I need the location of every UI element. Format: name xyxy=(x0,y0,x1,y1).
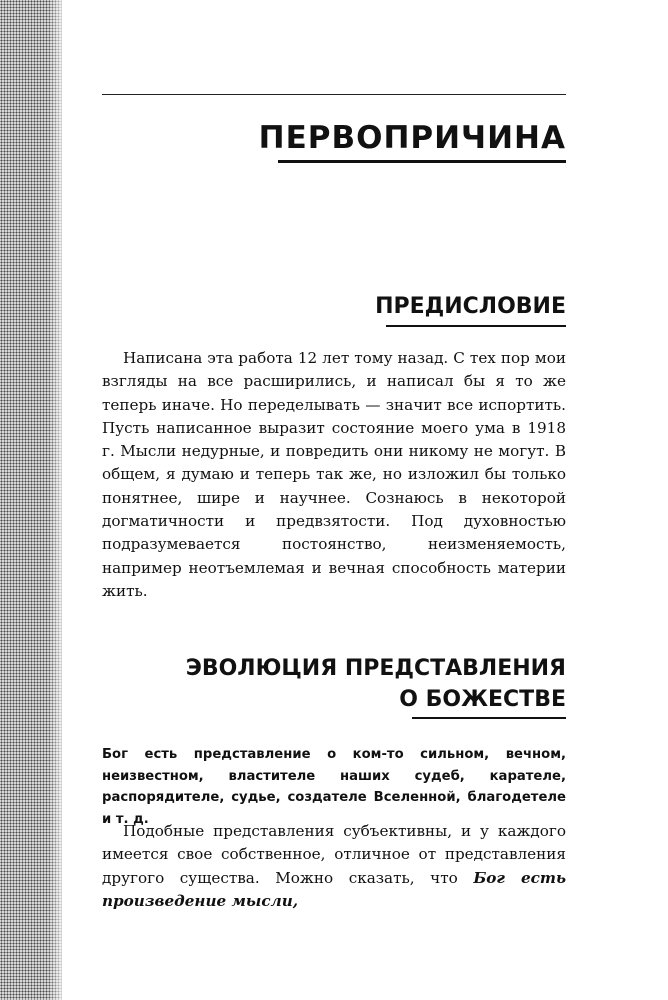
evolution-title-rule xyxy=(412,717,566,719)
preface-title: ПРЕДИСЛОВИЕ xyxy=(375,294,566,319)
evolution-title-line1: ЭВОЛЮЦИЯ ПРЕДСТАВЛЕНИЯ xyxy=(185,656,566,681)
body-emphasis: Бог есть произведение мысли, xyxy=(102,868,566,910)
body-paragraph xyxy=(102,820,566,913)
part-title-rule xyxy=(278,160,566,163)
body-text: Подобные представления субъективны, и у каждого имеется свое собственное, отличное от представления другого существа. Можно сказать, что xyxy=(102,822,566,887)
top-rule xyxy=(102,94,566,95)
preface-paragraph: Написана эта работа 12 лет тому назад. С тех пор мои взгляды на все расширились, и написал бы я то же теперь иначе. Но переделывать — значит все испортить. Пусть написанное выразит состояние моего ума в 1918 г. Мысли недурные, и повредить они никому не могут. В общем, я думаю и теперь так же, но изложил бы только понятнее, шире и научнее. Сознаюсь в некоторой догматичности и предвзятости. Под духовностью подразумевается постоянство, неизменяемость, например неотъемлемая и вечная способность материи жить. xyxy=(102,349,566,600)
lead-paragraph: Бог есть представление о ком-то сильном, вечном, неизвестном, властителе наших судеб, карателе, распорядителе, судье, создателе Вселенной, благодетеле и т. д. xyxy=(102,747,566,827)
evolution-title-line2: О БОЖЕСТВЕ xyxy=(399,687,566,712)
page-edge-fade xyxy=(48,0,68,1000)
part-title: ПЕРВОПРИЧИНА xyxy=(258,120,566,156)
preface-title-rule xyxy=(386,325,566,327)
